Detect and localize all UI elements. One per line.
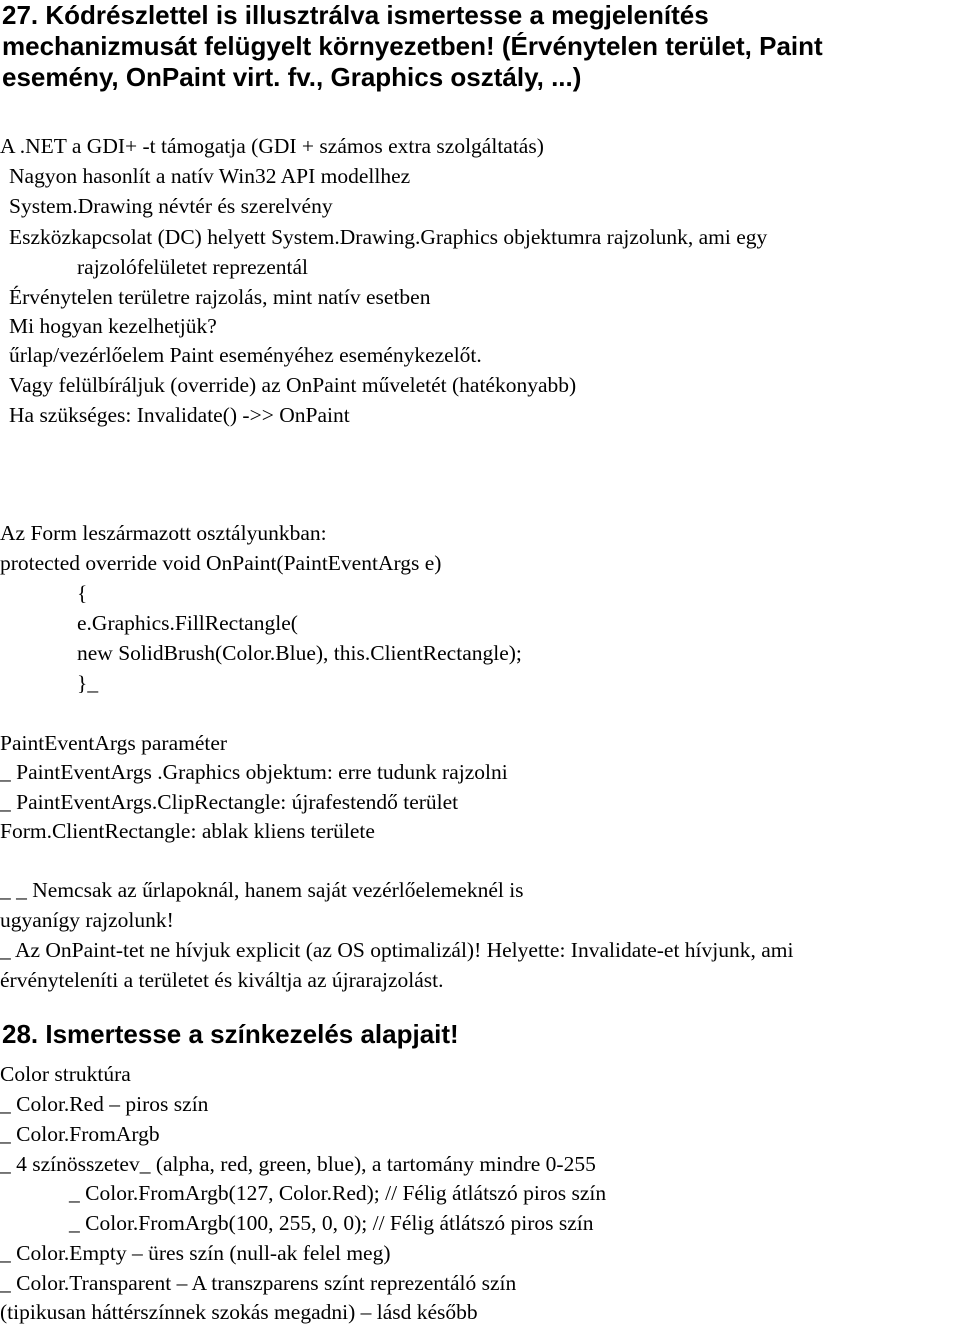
s28-color-red: _ Color.Red – piros szín — [0, 1092, 209, 1116]
notes-paint-event-args: PaintEventArgs paraméter — [0, 731, 228, 755]
s27-line-gdi-plus: A .NET a GDI+ -t támogatja (GDI + számos extra szolgáltatás) — [0, 134, 544, 158]
s28-fromargb-example-1: _ Color.FromArgb(127, Color.Red); // Félig átlátszó piros szín — [69, 1181, 607, 1205]
notes-graphics-property: _ PaintEventArgs .Graphics objektum: erre tudunk rajzolni — [0, 760, 508, 784]
s27-line-paint-event-handler: űrlap/vezérlőelem Paint eseményéhez eseménykezelőt. — [9, 343, 482, 367]
s27-line-override-onpaint: Vagy felülbíráljuk (override) az OnPaint műveletét (hatékonyabb) — [9, 373, 577, 397]
s27-line-invalid-region: Érvénytelen területre rajzolás, mint natív esetben — [9, 285, 431, 309]
s27-line-win32-model: Nagyon hasonlít a natív Win32 API modellhez — [9, 164, 411, 188]
s28-color-struct: Color struktúra — [0, 1062, 131, 1086]
s27-line-drawing-surface: rajzolófelületet reprezentál — [77, 255, 308, 279]
section-28-heading: 28. Ismertesse a színkezelés alapjait! — [2, 1019, 459, 1049]
code-line-signature: protected override void OnPaint(PaintEventArgs e) — [0, 551, 442, 575]
s27-line-invalidate: Ha szükséges: Invalidate() ->> OnPaint — [9, 403, 350, 427]
s27-line-namespace: System.Drawing névtér és szerelvény — [9, 194, 333, 218]
notes-custom-controls: _ _ Nemcsak az űrlapoknál, hanem saját vezérlőelemeknél is — [0, 878, 524, 902]
s28-transparent-usage: (tipikusan háttérszínnek szokás megadni) – lásd később — [0, 1300, 478, 1324]
notes-draw-same-way: ugyanígy rajzolunk! — [0, 908, 174, 932]
s28-fromargb-example-2: _ Color.FromArgb(100, 255, 0, 0); // Félig átlátszó piros szín — [69, 1211, 594, 1235]
code-line-close-brace: }_ — [77, 671, 99, 695]
section-27-heading-line-1: 27. Kódrészlettel is illusztrálva ismertesse a megjelenítés — [2, 0, 709, 30]
s27-line-how-handle: Mi hogyan kezelhetjük? — [9, 314, 217, 338]
section-27-heading-line-3: esemény, OnPaint virt. fv., Graphics osztály, ...) — [2, 62, 582, 92]
code-line-solid-brush: new SolidBrush(Color.Blue), this.ClientRectangle); — [77, 641, 522, 665]
notes-client-rectangle: Form.ClientRectangle: ablak kliens területe — [0, 819, 375, 843]
code-intro: Az Form leszármazott osztályunkban: — [0, 521, 327, 545]
code-line-open-brace: { — [77, 581, 88, 605]
s28-color-fromargb: _ Color.FromArgb — [0, 1122, 160, 1146]
section-27-heading-line-2: mechanizmusát felügyelt környezetben! (Érvénytelen terület, Paint — [2, 31, 823, 61]
code-line-fill-rectangle: e.Graphics.FillRectangle( — [77, 611, 298, 635]
notes-invalidate-effect: érvényteleníti a területet és kiváltja az újrarajzolást. — [0, 968, 444, 992]
notes-clip-rectangle: _ PaintEventArgs.ClipRectangle: újrafestendő terület — [0, 790, 459, 814]
s28-argb-components: _ 4 színösszetev_ (alpha, red, green, blue), a tartomány mindre 0-255 — [0, 1152, 596, 1176]
s28-color-transparent: _ Color.Transparent – A transzparens színt reprezentáló szín — [0, 1271, 517, 1295]
notes-no-explicit-onpaint: _ Az OnPaint-tet ne hívjuk explicit (az OS optimalizál)! Helyette: Invalidate-et hívjunk, ami — [0, 938, 794, 962]
s28-color-empty: _ Color.Empty – üres szín (null-ak felel meg) — [0, 1241, 391, 1265]
s27-line-graphics-object: Eszközkapcsolat (DC) helyett System.Drawing.Graphics objektumra rajzolunk, ami egy — [9, 225, 768, 249]
